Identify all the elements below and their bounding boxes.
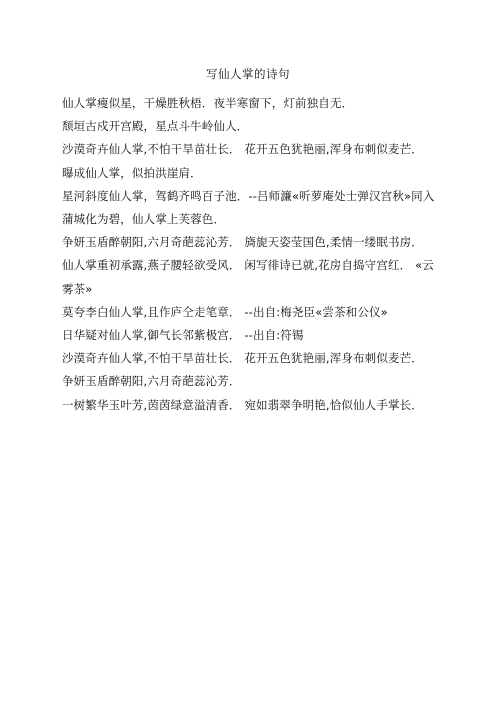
paragraph: 莫夸李白仙人掌,且作庐仝走笔章． --出自:梅尧臣«尝茶和公仪» (62, 304, 388, 319)
paragraph: 日华疑对仙人掌,御气长邻紫极宫． --出自:符锡 (62, 328, 304, 343)
paragraph: 争妍玉盾醉朝阳,六月奇葩蕊沁芳． 旖旎天姿莹国色,柔情一缕眠书房． (62, 235, 423, 250)
paragraph: 仙人掌重初承露,燕子腰轻欲受风． 闲写徘诗已就,花房自捣守宫红． «云雾茶» (62, 258, 434, 296)
paragraph: 一树繁华玉叶芳,茵茵绿意溢清香． 宛如翡翠争明艳,恰似仙人手掌长． (62, 397, 423, 412)
paragraph: 沙漠奇卉仙人掌,不怕干旱苗壮长． 花开五色犹艳丽,浑身布刺似麦芒． (62, 351, 423, 366)
paragraph: 沙漠奇卉仙人掌,不怕干旱苗壮长． 花开五色犹艳丽,浑身布刺似麦芒． (62, 142, 423, 157)
document-body (62, 92, 438, 417)
paragraph: 争妍玉盾醉朝阳,六月奇葩蕊沁芳． (62, 374, 241, 389)
paragraph: 曝成仙人掌，似拍洪崖肩． (62, 165, 202, 180)
document-title: 写仙人掌的诗句 (206, 67, 290, 81)
paragraph: 颓垣古戍开宫殿，星点斗牛岭仙人． (62, 119, 249, 134)
paragraph: 星河斜度仙人掌，驾鹤齐鸣百子池．--吕师濂«听萝庵处士弹汉宫秋»同入蒲城化为碧，仙人掌上芙蓉色． (62, 188, 435, 227)
paragraph: 仙人掌瘦似星，干燥胜秋梧．夜半寒窗下，灯前独自无． (62, 96, 354, 110)
